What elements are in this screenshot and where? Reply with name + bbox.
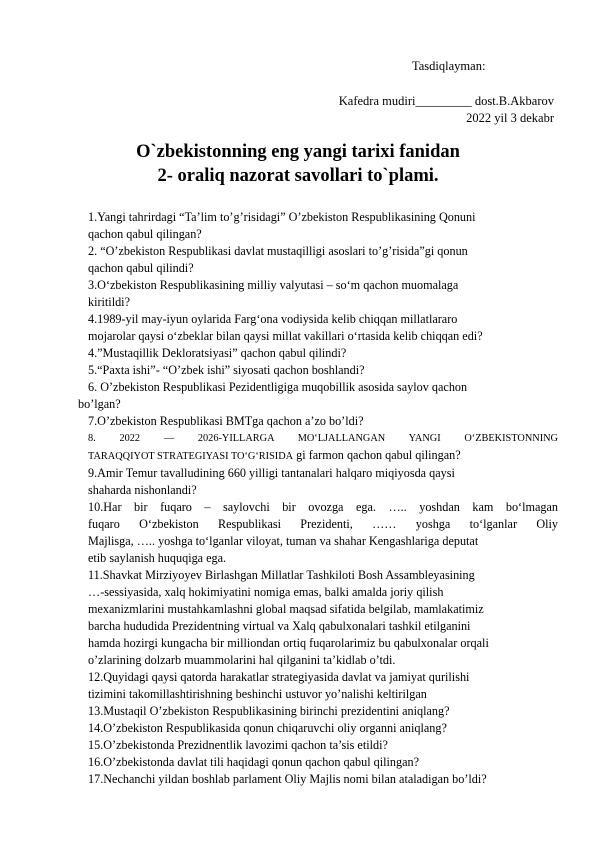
question-line xyxy=(88,447,558,465)
approval-label: Tasdiqlayman: xyxy=(412,59,486,73)
question-line: mexanizmlarini mustahkamlashni global maqsad sifatida belgilab, mamlakatimiz xyxy=(88,602,484,616)
question-tail: gi farmon qachon qabul qilingan? xyxy=(296,448,461,462)
question-line: qachon qabul qilindi? xyxy=(88,261,194,275)
question-line: hamda hozirgi kungacha bir milliondan ortiq fuqarolarimiz bu qabulxonalar orqali xyxy=(88,636,489,650)
question-line: qachon qabul qilingan? xyxy=(88,227,202,241)
question-line: 17.Nechanchi yildan boshlab parlament Oliy Majlis nomi bilan ataladigan bo’ldi? xyxy=(88,772,487,786)
question-line: Majlisga, ….. yoshga to‘lganlar viloyat, tuman va shahar Kengashlariga deputat xyxy=(88,534,479,548)
approval-date: 2022 yil 3 dekabr xyxy=(466,111,554,125)
question-line: 16.O’zbekistonda davlat tili haqidagi qonun qachon qabul qilingan? xyxy=(88,755,420,769)
question-line: 5.“Paxta ishi”- “O’zbek ishi” siyosati qachon boshlandi? xyxy=(88,363,365,377)
question-line: tizimini takomillashtirishning beshinchi ustuvor yo’nalishi keltirilgan xyxy=(88,687,427,701)
question-line: 1.Yangi tahrirdagi “Ta’lim to’g’risidagi” O’zbekiston Respublikasining Qonuni xyxy=(88,210,476,224)
question-list xyxy=(78,209,558,788)
question-line: 8. 2022 — 2026-YILLARGA MO‘LJALLANGAN YANGI O‘ZBEKISTONNING xyxy=(88,433,558,444)
question-line: 10.Har bir fuqaro – saylovchi bir ovozga ega. ….. yoshdan kam bo‘lmagan xyxy=(88,500,558,514)
question-line: fuqaro O‘zbekiston Respublikasi Prezidenti, …… yoshga to‘lganlar Oliy xyxy=(88,517,558,531)
question-line: bo’lgan? xyxy=(78,397,121,411)
strategy-title: TARAQQIYOT STRATEGIYASI TO‘G‘RISIDA xyxy=(88,451,294,462)
question-line: 13.Mustaqil O’zbekiston Respublikasining birinchi prezidentini aniqlang? xyxy=(88,704,450,718)
question-line: 9.Amir Temur tavalludining 660 yilligi tantanalari halqaro miqiyosda qaysi xyxy=(88,466,455,480)
page-title: O`zbekistonning eng yangi tarixi fanidan xyxy=(136,142,460,162)
question-line: mojarolar qaysi o‘zbeklar bilan qaysi millat vakillari o‘rtasida kelib chiqqan edi? xyxy=(88,329,483,343)
question-line: 7.O’zbekiston Respublikasi BMTga qachon a’zo bo’ldi? xyxy=(88,414,364,428)
question-line: 4.”Mustaqillik Dekloratsiyasi” qachon qabul qilindi? xyxy=(88,346,347,360)
page-subtitle: 2- oraliq nazorat savollari to`plami. xyxy=(157,166,439,186)
question-line: 6. O’zbekiston Respublikasi Pezidentligiga muqobillik asosida saylov qachon xyxy=(88,380,468,394)
question-line: o’zlarining dolzarb muammolarini hal qilganini ta’kidlab o’tdi. xyxy=(88,653,396,667)
question-line: 15.O’zbekistonda Prezidnentlik lavozimi qachon ta’sis etildi? xyxy=(88,738,388,752)
question-line: 4.1989-yil may-iyun oylarida Farg‘ona vodiysida kelib chiqqan millatlararo xyxy=(88,312,458,326)
question-line: kiritildi? xyxy=(88,295,130,309)
question-line: barcha hududida Prezidentning virtual va Xalq qabulxonalari tashkil etilganini xyxy=(88,619,471,633)
question-line: 14.O’zbekiston Respublikasida qonun chiqaruvchi oliy organni aniqlang? xyxy=(88,721,447,735)
question-line: etib saylanish huquqiga ega. xyxy=(88,551,227,565)
question-line: shaharda nishonlandi? xyxy=(88,483,197,497)
chair-signature-line: Kafedra mudiri_________ dost.B.Akbarov xyxy=(338,94,554,108)
question-line: 2. “O’zbekiston Respublikasi davlat mustaqilligi asoslari to’g’risida”gi qonun xyxy=(88,244,468,258)
question-line: …-sessiyasida, xalq hokimiyatini nomiga emas, balki amalda joriy qilish xyxy=(88,585,444,599)
question-line: 11.Shavkat Mirziyoyev Birlashgan Millatlar Tashkiloti Bosh Assambleyasining xyxy=(88,568,475,582)
question-line: 12.Quyidagi qaysi qatorda harakatlar strategiyasida davlat va jamiyat qurilishi xyxy=(88,670,470,684)
question-line: 3.O‘zbekiston Respublikasining milliy valyutasi – so‘m qachon muomalaga xyxy=(88,278,459,292)
